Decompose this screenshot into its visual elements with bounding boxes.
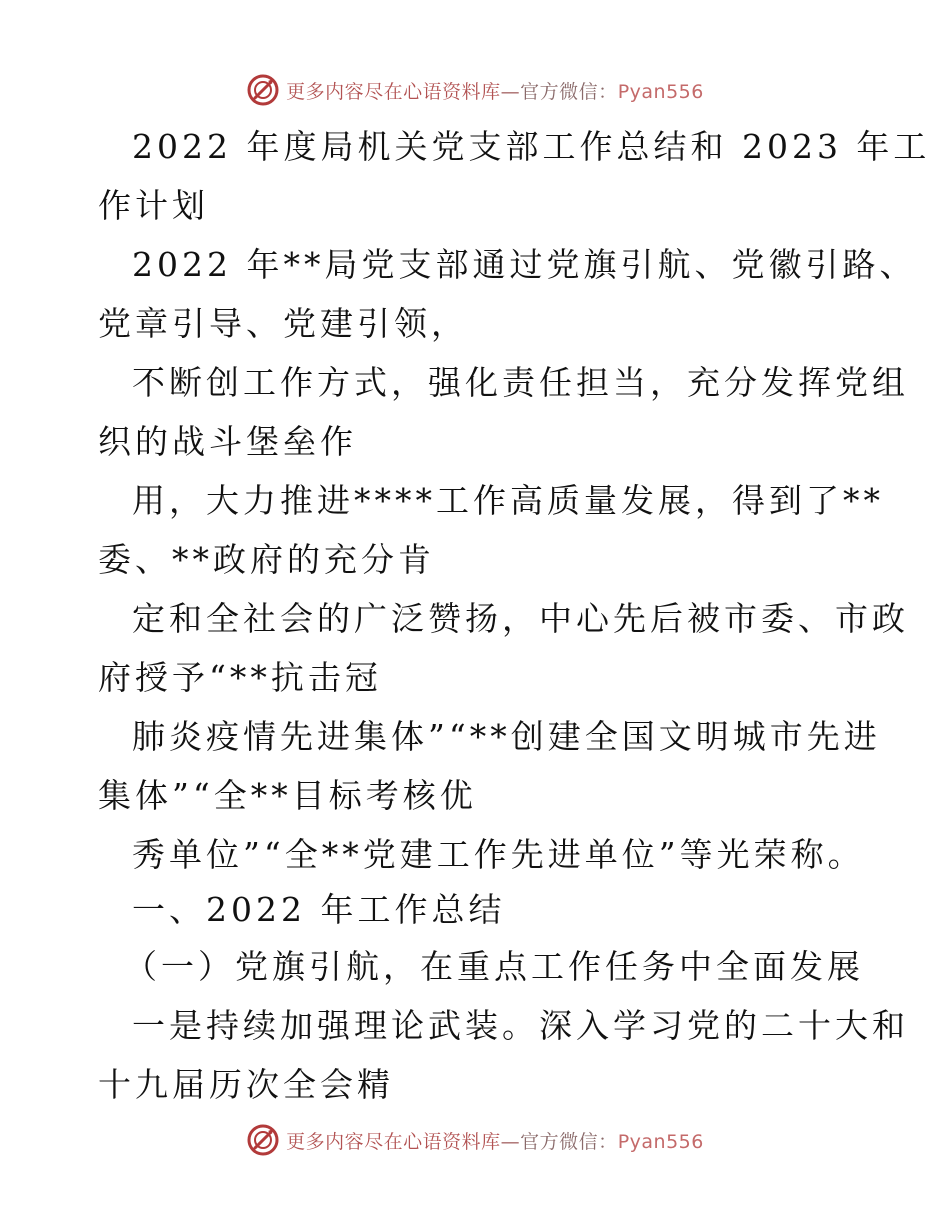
doc-line: 2022 年度局机关党支部工作总结和 2023 年工 xyxy=(132,127,931,166)
seal-logo-icon xyxy=(246,73,280,107)
banner-text xyxy=(286,1127,704,1154)
banner-wechat-label: 官方微信： xyxy=(520,1130,618,1153)
banner-brand-text: 更多内容尽在心语资料库 xyxy=(286,80,501,103)
seal-logo-icon xyxy=(246,1123,280,1157)
doc-line: 用，大力推进****工作高质量发展，得到了** xyxy=(132,481,884,520)
doc-line: 十九届历次全会精 xyxy=(98,1065,394,1104)
doc-line: 一是持续加强理论武装。深入学习党的二十大和 xyxy=(132,1006,909,1045)
doc-line: 党章引导、党建引领， xyxy=(98,304,468,343)
doc-line: 定和全社会的广泛赞扬，中心先后被市委、市政 xyxy=(132,599,909,638)
subsection-heading: （一）党旗引航，在重点工作任务中全面发展 xyxy=(124,947,864,986)
banner-wechat-id: Pyan556 xyxy=(617,80,704,103)
banner-wechat-label: 官方微信： xyxy=(520,80,618,103)
doc-line: 府授予“**抗击冠 xyxy=(98,658,382,697)
doc-line: 秀单位”“全**党建工作先进单位”等光荣称。 xyxy=(132,835,865,874)
banner-text xyxy=(286,77,704,104)
banner-separator: — xyxy=(500,1130,521,1153)
banner-separator: — xyxy=(500,80,521,103)
doc-line: 肺炎疫情先进集体”“**创建全国文明城市先进 xyxy=(132,717,881,756)
banner-wechat-id: Pyan556 xyxy=(617,1130,704,1153)
doc-line: 作计划 xyxy=(98,186,209,225)
doc-line: 委、**政府的充分肯 xyxy=(98,540,435,579)
header-banner xyxy=(0,68,950,112)
footer-banner xyxy=(0,1118,950,1162)
section-heading: 一、2022 年工作总结 xyxy=(132,890,506,929)
doc-line: 织的战斗堡垒作 xyxy=(98,422,357,461)
doc-line: 2022 年**局党支部通过党旗引航、党徽引路、 xyxy=(132,245,917,284)
doc-line: 集体”“全**目标考核优 xyxy=(98,776,477,815)
banner-brand-text: 更多内容尽在心语资料库 xyxy=(286,1130,501,1153)
doc-line: 不断创工作方式，强化责任担当，充分发挥党组 xyxy=(132,363,909,402)
